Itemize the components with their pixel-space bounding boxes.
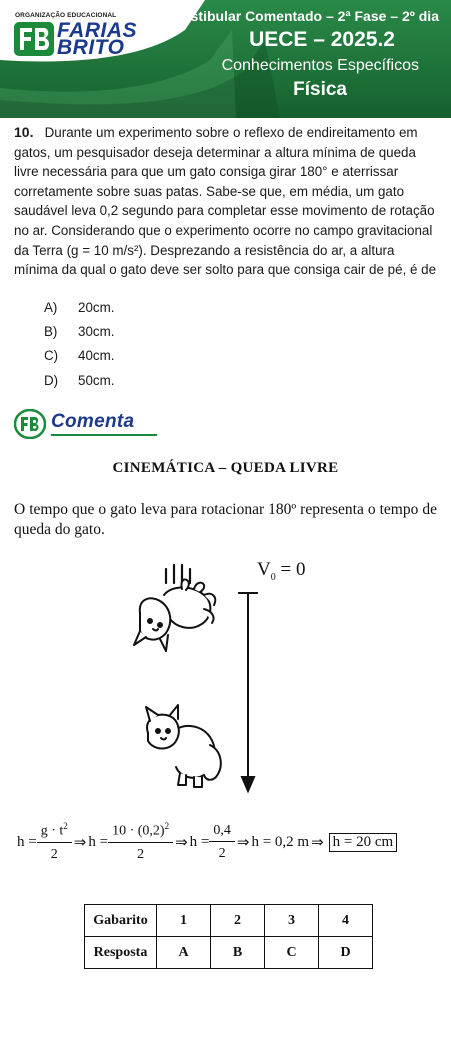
question-number-cell: 3 (265, 905, 319, 937)
option-letter: D) (44, 372, 59, 388)
v0-subscript: 0 (270, 571, 276, 583)
numerator-text: g · t (40, 823, 64, 839)
question-number-cell: 1 (157, 905, 211, 937)
resposta-header: Resposta (85, 937, 157, 969)
option-text: 50cm. (78, 372, 115, 388)
question-text: Durante um experimento sobre o reflexo de endireitamento em gatos, um pesquisador deseja determinar a altura mínima de queda livre necessária para que um gato consiga girar 180° e aterrissar corretamente sobre suas patas. Sabe-se que, em média, um gato saudável leva 0,2 segundo para completar esse movimento de rotação no ar. Considerando que o experimento ocorre no campo gravitacional da Terra (g = 10 m/s²). Desprezando a resistência do ar, a altura mínima da qual o gato deve ser solto para que consiga cair de pé, é de (14, 125, 437, 278)
header-exam-name: UECE – 2025.2 (249, 28, 395, 51)
option-text: 20cm. (78, 300, 115, 315)
fraction-substitution (110, 821, 171, 863)
solution-text: O tempo que o gato leva para rotacionar 180º representa o tempo de queda do gato. (14, 501, 437, 538)
page-header (0, 0, 451, 118)
header-subject: Física (293, 79, 347, 100)
header-exam-section: Conhecimentos Específicos (221, 57, 419, 74)
option-text: 30cm. (78, 324, 115, 340)
implies-arrow: ⇒ (73, 834, 87, 851)
organization-label: ORGANIZAÇÃO EDUCACIONAL (15, 12, 117, 19)
numerator-text: 10 · (0,2) (112, 823, 165, 839)
solution-title: CINEMÁTICA – QUEDA LIVRE (112, 460, 339, 476)
option-text: 40cm. (78, 348, 115, 364)
question-number-cell: 2 (211, 905, 265, 937)
final-answer-box: h = 20 cm (329, 833, 398, 852)
gabarito-header: Gabarito (85, 905, 157, 937)
v0-symbol: V (257, 559, 271, 580)
option-letter: A) (44, 300, 58, 315)
implies-arrow: ⇒ (175, 834, 188, 851)
table-row (85, 905, 373, 937)
cat-landing-icon (146, 705, 221, 787)
solution-formula (17, 818, 397, 866)
answer-options (44, 300, 114, 397)
header-exam-title: Vestibular Comentado – 2ª Fase – 2º dia (174, 8, 439, 24)
answer-key-table (84, 904, 373, 969)
option-a (44, 300, 114, 324)
fb-badge-icon (14, 409, 46, 439)
option-letter: C) (44, 348, 59, 364)
option-letter: B) (44, 324, 58, 340)
fraction-result (211, 823, 233, 862)
fraction-denominator: 2 (209, 841, 235, 862)
question-statement (14, 123, 439, 280)
falling-cat-figure (120, 555, 320, 800)
comenta-underline (51, 434, 157, 436)
v0-value: = 0 (275, 559, 306, 580)
fraction-denominator: 2 (37, 842, 72, 863)
question-number-cell: 4 (319, 905, 373, 937)
answer-cell: A (157, 937, 211, 969)
option-b (44, 324, 114, 348)
answer-cell: C (265, 937, 319, 969)
formula-step4: h = 0,2 m (251, 833, 310, 850)
answer-cell: B (211, 937, 265, 969)
fall-direction-arrow (238, 593, 258, 791)
question-number: 10. (14, 124, 34, 140)
answer-cell: D (319, 937, 373, 969)
option-c (44, 348, 114, 372)
fraction-numerator (39, 821, 70, 842)
brand-brito: BRITO (57, 36, 125, 59)
implies-arrow: ⇒ (311, 834, 324, 851)
fb-logo-mark-icon (14, 22, 54, 56)
implies-arrow: ⇒ (236, 834, 250, 851)
cat-upside-down-icon (134, 579, 215, 651)
farias-brito-logo (6, 8, 146, 59)
brand-farias: FARIAS (57, 19, 138, 42)
comenta-heading (14, 409, 164, 439)
exponent: 2 (63, 821, 68, 832)
fraction-denominator: 2 (108, 842, 173, 863)
exponent: 2 (164, 821, 170, 832)
table-row (85, 937, 373, 969)
fraction-gt2 (39, 821, 70, 863)
comenta-label: Comenta (51, 411, 135, 432)
formula-h1: h = (17, 833, 37, 850)
formula-h3: h = (189, 833, 210, 850)
fraction-numerator (110, 821, 171, 842)
formula-h2: h = (88, 833, 109, 850)
fraction-numerator: 0,4 (213, 822, 231, 838)
initial-velocity-label (257, 559, 305, 583)
option-d (44, 373, 114, 397)
